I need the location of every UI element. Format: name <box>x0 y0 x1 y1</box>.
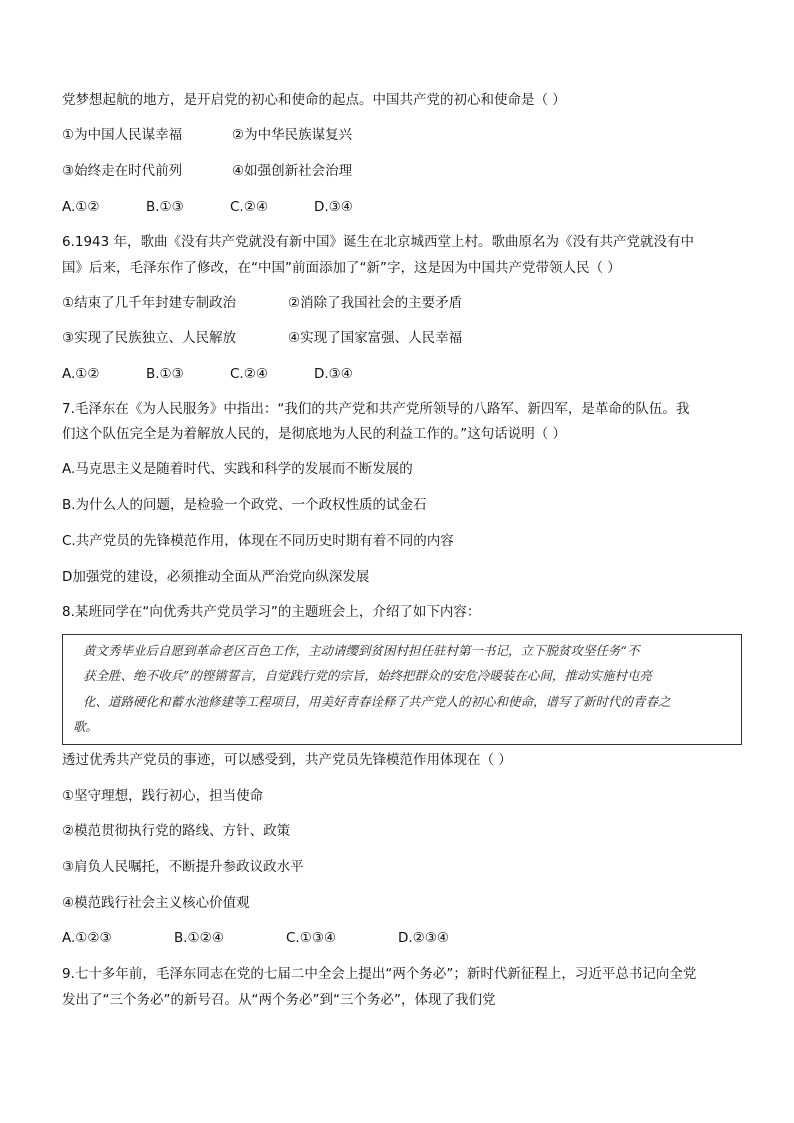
q5-option-c: C.②④ <box>230 199 268 215</box>
q5-statement-4: ④如强创新社会治理 <box>232 163 353 179</box>
q8-option-d: D.②③④ <box>398 930 449 946</box>
q6-option-c: C.②④ <box>230 366 268 382</box>
q8-question: 透过优秀共产党员的事迹，可以感受到，共产党员先锋模范作用体现在（ ） <box>62 752 512 768</box>
q6-stem-line2: 国》后来，毛泽东作了修改，在“中国”前面添加了“新”字，这是因为中国共产党带领人民（ ） <box>62 260 621 276</box>
q8-option-c: C.①③④ <box>286 930 337 946</box>
q7-option-c: C.共产党员的先锋模范作用，体现在不同历史时期有着不同的内容 <box>62 533 454 549</box>
q8-material-box <box>62 634 742 745</box>
q7-option-d: D加强党的建设，必须推动全面从严治党向纵深发展 <box>62 569 370 585</box>
q9-stem-line2: 发出了“三个务必”的新号召。从“两个务必”到“三个务必”，体现了我们党 <box>62 992 496 1008</box>
q8-statement-1: ①坚守理想，践行初心，担当使命 <box>62 788 264 804</box>
q5-option-a: A.①② <box>62 199 100 215</box>
q6-statement-4: ④实现了国家富强、人民幸福 <box>288 330 463 346</box>
q8-option-b: B.①②④ <box>174 930 224 946</box>
q6-statement-1: ①结束了几千年封建专制政治 <box>62 295 237 311</box>
q7-option-a: A.马克思主义是随着时代、实践和科学的发展而不断发展的 <box>62 461 413 477</box>
q5-option-d: D.③④ <box>314 199 353 215</box>
q7-stem-line1: 7.毛泽东在《为人民服务》中指出：“我们的共产党和共产党所领导的八路军、新四军，是革命的队伍。我 <box>62 401 690 417</box>
q6-statement-2: ②消除了我国社会的主要矛盾 <box>288 295 463 311</box>
q8-material-line4: 歌。 <box>73 719 99 734</box>
q8-statement-2: ②模范贯彻执行党的路线、方针、政策 <box>62 823 291 839</box>
q5-statement-1: ①为中国人民谋幸福 <box>62 127 183 143</box>
q8-intro: 8.某班同学在“向优秀共产党员学习”的主题班会上，介绍了如下内容： <box>62 604 481 620</box>
q8-statement-3: ③肩负人民嘱托，不断提升参政议政水平 <box>62 859 304 875</box>
q6-option-a: A.①② <box>62 366 100 382</box>
q8-material-line2: 获全胜、绝不收兵”的铿锵誓言，自觉践行党的宗旨，始终把群众的安危冷暖装在心间，推动实施村屯亮 <box>83 668 652 683</box>
q6-stem-line1: 6.1943 年，歌曲《没有共产党就没有新中国》诞生在北京城西堂上村。歌曲原名为《没有共产党就没有中 <box>62 234 695 250</box>
q8-material-line3: 化、道路硬化和蓄水池修建等工程项目，用美好青春诠释了共产党人的初心和使命，谱写了新时代的青春之 <box>83 694 671 709</box>
q5-statement-3: ③始终走在时代前列 <box>62 163 183 179</box>
q6-statement-3: ③实现了民族独立、人民解放 <box>62 330 237 346</box>
q8-statement-4: ④模范践行社会主义核心价值观 <box>62 895 250 911</box>
q6-option-d: D.③④ <box>314 366 353 382</box>
q7-option-b: B.为什么人的问题，是检验一个政党、一个政权性质的试金石 <box>62 497 427 513</box>
q5-option-b: B.①③ <box>146 199 184 215</box>
q8-option-a: A.①②③ <box>62 930 112 946</box>
q6-option-b: B.①③ <box>146 366 184 382</box>
q8-material-line1: 黄文秀毕业后自愿到革命老区百色工作，主动请缨到贫困村担任驻村第一书记，立下脱贫攻坚任务“不 <box>83 643 640 658</box>
q7-stem-line2: 们这个队伍完全是为着解放人民的，是彻底地为人民的利益工作的。”这句话说明（ ） <box>62 426 567 442</box>
q5-stem: 党梦想起航的地方，是开启党的初心和使命的起点。中国共产党的初心和使命是（ ） <box>62 92 566 108</box>
q5-statement-2: ②为中华民族谋复兴 <box>232 127 353 143</box>
q9-stem-line1: 9.七十多年前，毛泽东同志在党的七届二中全会上提出“两个务必”；新时代新征程上，习近平总书记向全党 <box>62 966 697 982</box>
